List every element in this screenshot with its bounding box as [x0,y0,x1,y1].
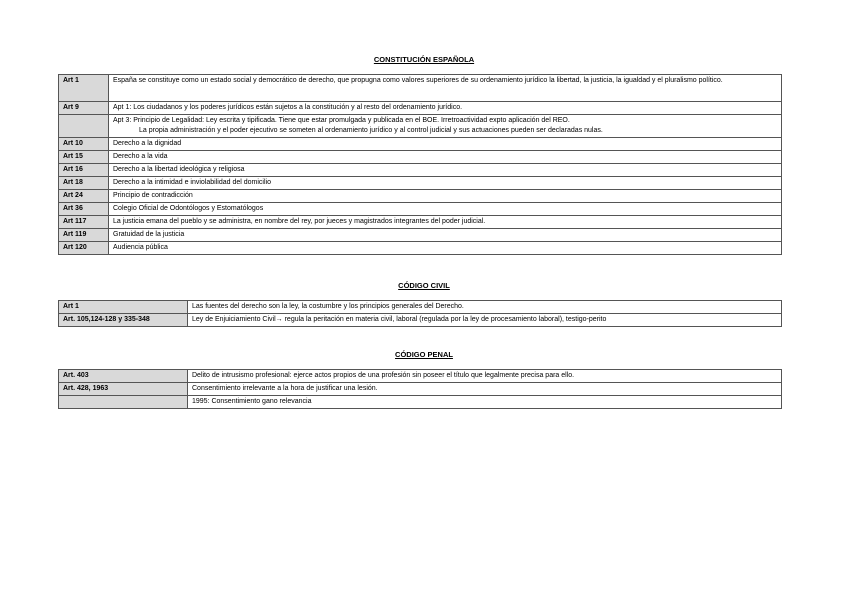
table-row [59,383,782,396]
article-text: Apt 1: Los ciudadanos y los poderes jurídicos están sujetos a la constitución y al resto del ordenamiento jurídico. [109,102,782,115]
article-label: Art 15 [59,151,109,164]
article-text: Audiencia pública [109,242,782,255]
constitucion-table [58,74,782,255]
article-label: Art 9 [59,102,109,115]
article-label: Art 36 [59,203,109,216]
table-row [59,151,782,164]
table-row [59,164,782,177]
table-row [59,396,782,409]
table-row [59,203,782,216]
article-label: Art 1 [59,301,188,314]
table-row [59,242,782,255]
table-row [59,177,782,190]
table-row [59,138,782,151]
article-label: Art 24 [59,190,109,203]
article-text: Ley de Enjuiciamiento Civil→ regula la peritación en materia civil, laboral (regulada por la ley de procesamiento laboral), testigo-perito [188,314,782,327]
table-row [59,314,782,327]
article-text: La justicia emana del pueblo y se administra, en nombre del rey, por jueces y magistrados integrantes del poder judicial. [109,216,782,229]
article-label: Art. 105,124-128 y 335-348 [59,314,188,327]
table-row [59,102,782,115]
article-text: Derecho a la dignidad [109,138,782,151]
section-title-civil: CÓDIGO CIVIL [398,281,450,290]
article-label: Art 16 [59,164,109,177]
article-label: Art 1 [59,75,109,102]
article-text: 1995: Consentimiento gano relevancia [188,396,782,409]
section-title-constitucion: CONSTITUCIÓN ESPAÑOLA [373,55,475,64]
article-text-line: La propia administración y el poder ejecutivo se someten al ordenamiento jurídico y al control judicial y sus actuaciones pueden ser declaradas nulas. [139,127,603,134]
article-text: Las fuentes del derecho son la ley, la costumbre y los principios generales del Derecho. [188,301,782,314]
article-label: Art 10 [59,138,109,151]
article-text: Consentimiento irrelevante a la hora de justificar una lesión. [188,383,782,396]
table-row [59,301,782,314]
article-label [59,396,188,409]
article-text [109,115,782,138]
article-label: Art. 403 [59,370,188,383]
table-row [59,115,782,138]
table-row [59,216,782,229]
table-row [59,75,782,102]
section-title-penal: CÓDIGO PENAL [395,350,453,359]
article-label: Art 18 [59,177,109,190]
article-text: Principio de contradicción [109,190,782,203]
article-label: Art 119 [59,229,109,242]
article-text-line: Apt 3: Principio de Legalidad: Ley escrita y tipificada. Tiene que estar promulgada y publicada en el BOE. Irretroactividad expto aplicación del REO. [113,117,570,124]
table-row [59,370,782,383]
article-text: Delito de intrusismo profesional: ejerce actos propios de una profesión sin poseer el título que legalmente precisa para ello. [188,370,782,383]
article-text: Derecho a la libertad ideológica y religiosa [109,164,782,177]
article-text: España se constituye como un estado social y democrático de derecho, que propugna como valores superiores de su ordenamiento jurídico la libertad, la justicia, la igualdad y el pluralismo político. [109,75,782,102]
table-row [59,229,782,242]
article-text: Derecho a la intimidad e inviolabilidad del domicilio [109,177,782,190]
civil-table [58,300,782,327]
article-label: Art 120 [59,242,109,255]
article-label [59,115,109,138]
article-text: Derecho a la vida [109,151,782,164]
article-text: Colegio Oficial de Odontólogos y Estomatólogos [109,203,782,216]
article-label: Art 117 [59,216,109,229]
article-text: Gratuidad de la justicia [109,229,782,242]
penal-table [58,369,782,409]
article-label: Art. 428, 1963 [59,383,188,396]
table-row [59,190,782,203]
